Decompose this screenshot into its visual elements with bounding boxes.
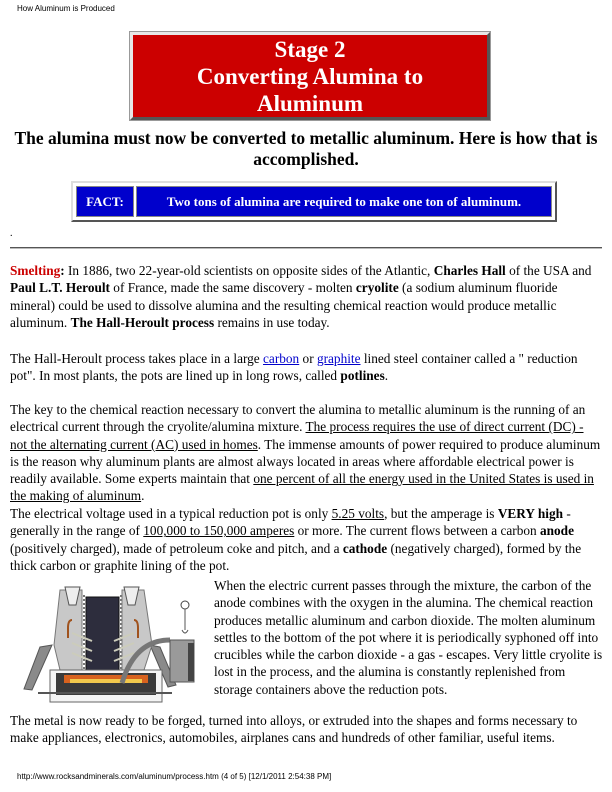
subtitle-heading: The alumina must now be converted to metallic aluminum. Here is how that is accomplished. — [14, 128, 598, 169]
underlined-energy-note: one percent of all the energy used in the United States is used in the making of aluminum — [10, 471, 594, 504]
graphite-link[interactable]: graphite — [316, 351, 361, 366]
text: . The immense amounts of power required to produce aluminum is the reason why aluminum plants are almost always located in areas where affordable electrical power is readily available. Some experts maintain that — [10, 436, 601, 487]
underlined-amperes: 100,000 to 150,000 amperes — [143, 523, 295, 539]
fact-text: Two tons of alumina are required to make one ton of aluminum. — [136, 186, 552, 217]
stage-title-line2: Converting Alumina to — [196, 63, 424, 89]
bold-very-high: VERY high — [497, 506, 563, 521]
bold-hall-heroult-process: The Hall-Heroult process — [70, 314, 215, 330]
text: In 1886, two 22-year-old scientists on opposite sides of the Atlantic, — [64, 263, 434, 278]
paragraph-voltage — [10, 505, 602, 574]
bold-anode: anode — [539, 523, 574, 539]
reduction-pot-illustration — [10, 575, 205, 705]
text: , but the amperage is — [384, 506, 498, 521]
paragraph-final-uses: The metal is now ready to be forged, turned into alloys, or extruded into the shapes and forms necessary to make appliances, electronics, automobiles, airplanes cans and hundreds of other familiar, useful items. — [10, 713, 578, 746]
text: (negatively charged), formed by the thick carbon or graphite lining of the pot. — [10, 540, 582, 573]
bold-paul-heroult: Paul L.T. Heroult — [10, 280, 110, 296]
paragraph-smelting — [10, 262, 602, 331]
text: The Hall-Heroult process takes place in a large — [10, 351, 264, 366]
smelting-label: Smelting — [10, 263, 61, 278]
bold-charles-hall: Charles Hall — [433, 263, 506, 278]
text: . — [384, 368, 389, 384]
carbon-link[interactable]: carbon — [263, 351, 300, 366]
page-header-title: How Aluminum is Produced — [17, 4, 115, 13]
text: of the USA and — [505, 263, 592, 278]
text: . — [141, 488, 145, 504]
bold-cryolite: cryolite — [355, 280, 399, 296]
text: or more. The current flows between a carbon — [294, 523, 540, 539]
paragraph-electric-current — [10, 401, 602, 505]
text: - generally in the range of — [10, 506, 571, 539]
colon: : — [60, 263, 65, 278]
text: of France, made the same discovery - molten — [109, 280, 356, 296]
stage-title-line1: Stage 2 — [274, 36, 346, 62]
underlined-dc-note: The process requires the use of direct current (DC) - not the alternating current (AC) used in homes — [10, 419, 584, 452]
text: The key to the chemical reaction necessary to convert the alumina to metallic aluminum is the running of an electrical current through the cryolite/alumina mixture. — [10, 402, 586, 435]
text: (positively charged), made of petroleum coke and pitch, and a — [10, 540, 343, 556]
page-footer-url: http://www.rocksandminerals.com/aluminum/process.htm (4 of 5) [12/1/2011 2:54:38 PM] — [17, 772, 332, 781]
stage-title-box — [130, 32, 490, 120]
paragraph-reduction-pot — [10, 350, 602, 385]
fact-box — [71, 181, 557, 222]
stray-dot: . — [10, 228, 13, 239]
fact-label: FACT: — [76, 186, 134, 217]
stage-title-line3: Aluminum — [256, 90, 364, 116]
paragraph-chemical-reaction: When the electric current passes through the mixture, the carbon of the anode combines with the oxygen in the alumina. The chemical reaction produces metallic aluminum and carbon dioxide. The molten aluminum settles to the bottom of the pot where it is periodically syphoned off into crucibles while the carbon dioxide - a gas - escapes. Very little cryolite is lost in the process, and the alumina is constantly replenished from storage containers above the reduction pots. — [214, 578, 603, 697]
text: remains in use today. — [214, 314, 330, 330]
bold-cathode: cathode — [342, 540, 388, 556]
text: or — [299, 351, 317, 366]
horizontal-divider — [10, 247, 602, 249]
text: lined steel container called a " reduction pot". In most plants, the pots are lined up in long rows, called — [10, 351, 578, 384]
underlined-voltage: 5.25 volts — [331, 506, 385, 521]
bold-potlines: potlines — [340, 368, 385, 384]
text: (a sodium aluminum fluoride mineral) could be used to dissolve alumina and the resulting chemical reaction would produce metallic aluminum. — [10, 280, 558, 330]
text: The electrical voltage used in a typical reduction pot is only — [10, 506, 332, 521]
